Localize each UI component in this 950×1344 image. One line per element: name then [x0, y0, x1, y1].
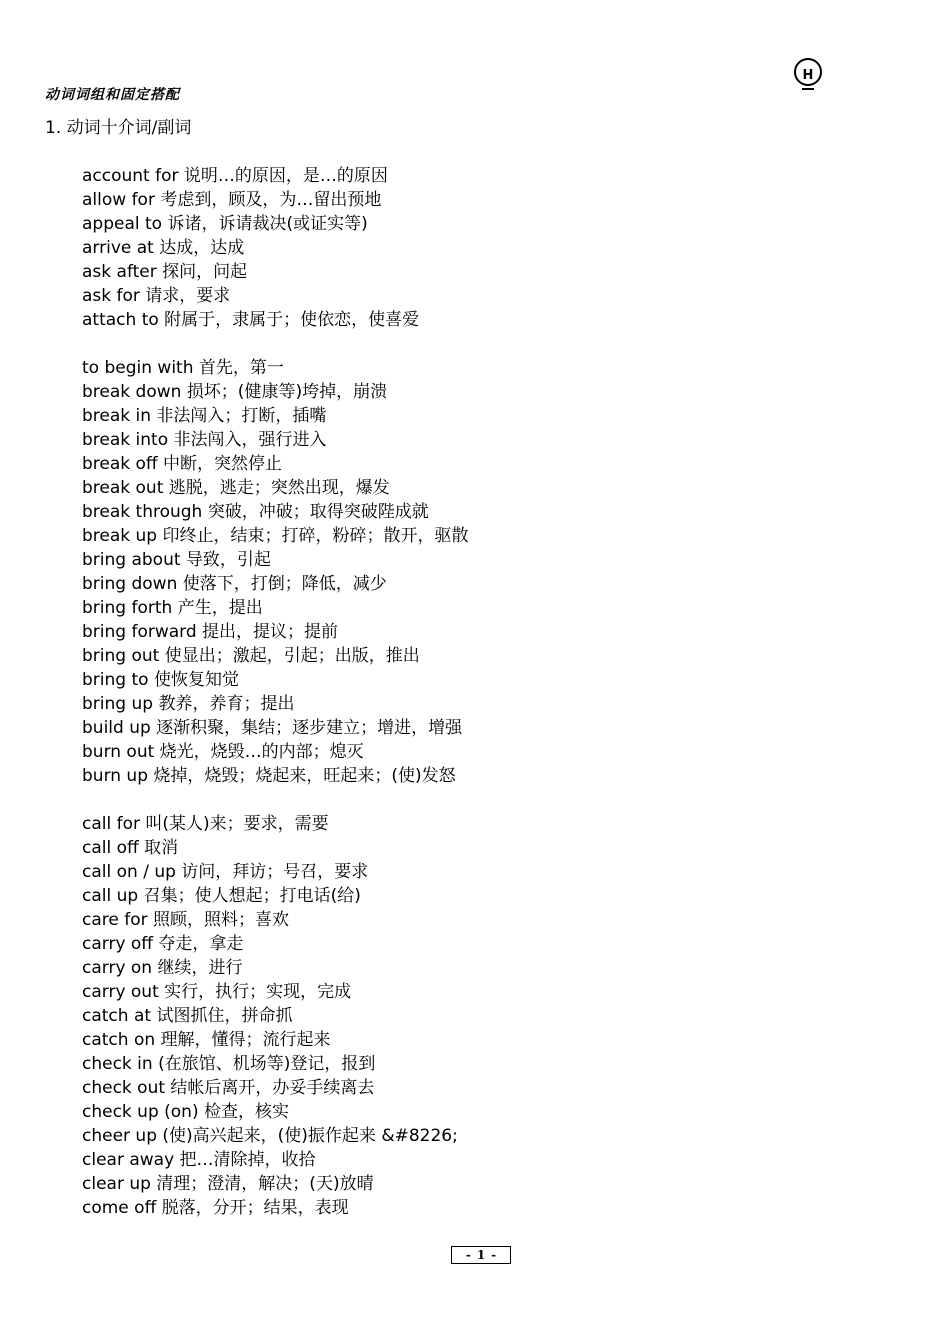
page-number-box: [451, 1246, 511, 1264]
logo-underline: [802, 88, 814, 90]
list-item: call on / up 访问，拜访；号召，要求: [82, 862, 369, 882]
list-item: allow for 考虑到，顾及，为…留出预地: [82, 190, 382, 210]
list-item: bring forth 产生，提出: [82, 598, 263, 618]
list-item: check out 结帐后离开，办妥手续离去: [82, 1078, 375, 1098]
page-number-dash-left: -: [465, 1248, 471, 1262]
list-item: burn out 烧光，烧毁…的内部；熄灭: [82, 742, 364, 762]
page-number: 1: [476, 1248, 486, 1262]
list-item: burn up 烧掉，烧毁；烧起来，旺起来；(使)发怒: [82, 766, 456, 786]
list-item: come off 脱落，分开；结果，表现: [82, 1198, 349, 1218]
logo-icon: [794, 58, 822, 86]
list-item: catch on 理解，懂得；流行起来: [82, 1030, 331, 1050]
list-item: break down 损坏；(健康等)垮掉，崩溃: [82, 382, 388, 402]
list-item: break into 非法闯入，强行进入: [82, 430, 327, 450]
list-item: carry out 实行，执行；实现，完成: [82, 982, 352, 1002]
list-item: arrive at 达成，达成: [82, 238, 245, 258]
list-item: break in 非法闯入；打断，插嘴: [82, 406, 327, 426]
list-item: call off 取消: [82, 838, 179, 858]
page-title: 动词词组和固定搭配: [45, 87, 180, 103]
list-item: catch at 试图抓住，拼命抓: [82, 1006, 293, 1026]
list-item: bring forward 提出，提议；提前: [82, 622, 339, 642]
list-item: carry on 继续，进行: [82, 958, 243, 978]
list-item: call up 召集；使人想起；打电话(给): [82, 886, 361, 906]
list-item: break off 中断，突然停止: [82, 454, 283, 474]
list-item: clear away 把…清除掉，收拾: [82, 1150, 316, 1170]
list-item: bring up 教养，养育；提出: [82, 694, 295, 714]
list-item: break through 突破，冲破；取得突破陛成就: [82, 502, 429, 522]
list-spacer: [82, 788, 469, 812]
list-item: break out 逃脱，逃走；突然出现，爆发: [82, 478, 390, 498]
list-spacer: [82, 332, 469, 356]
list-item: ask for 请求，要求: [82, 286, 231, 306]
list-item: call for 叫(某人)来；要求，需要: [82, 814, 329, 834]
page-number-dash-right: -: [491, 1248, 497, 1262]
section-heading: 1. 动词十介词/副词: [45, 118, 192, 138]
list-item: check up (on) 检查，核实: [82, 1102, 289, 1122]
list-item: carry off 夺走，拿走: [82, 934, 244, 954]
logo-letter: H: [802, 68, 814, 83]
list-item: bring to 使恢复知觉: [82, 670, 239, 690]
list-item: care for 照顾，照料；喜欢: [82, 910, 290, 930]
list-item: build up 逐渐积聚，集结；逐步建立；增进，增强: [82, 718, 463, 738]
list-item: check in (在旅馆、机场等)登记，报到: [82, 1054, 376, 1074]
list-item: cheer up (使)高兴起来，(使)振作起来 &#8226;: [82, 1126, 458, 1146]
list-item: ask after 探问，问起: [82, 262, 248, 282]
list-item: account for 说明…的原因，是…的原因: [82, 166, 388, 186]
list-item: bring about 导致，引起: [82, 550, 271, 570]
list-item: break up 印终止，结束；打碎，粉碎；散开，驱散: [82, 526, 469, 546]
list-item: attach to 附属于，隶属于；使依恋，使喜爱: [82, 310, 420, 330]
phrase-list: [82, 164, 469, 1220]
list-item: bring out 使显出；激起，引起；出版，推出: [82, 646, 420, 666]
list-item: to begin with 首先，第一: [82, 358, 284, 378]
list-item: appeal to 诉诸，诉请裁决(或证实等): [82, 214, 368, 234]
list-item: clear up 清理；澄清，解决；(天)放晴: [82, 1174, 374, 1194]
list-item: bring down 使落下，打倒；降低，减少: [82, 574, 387, 594]
